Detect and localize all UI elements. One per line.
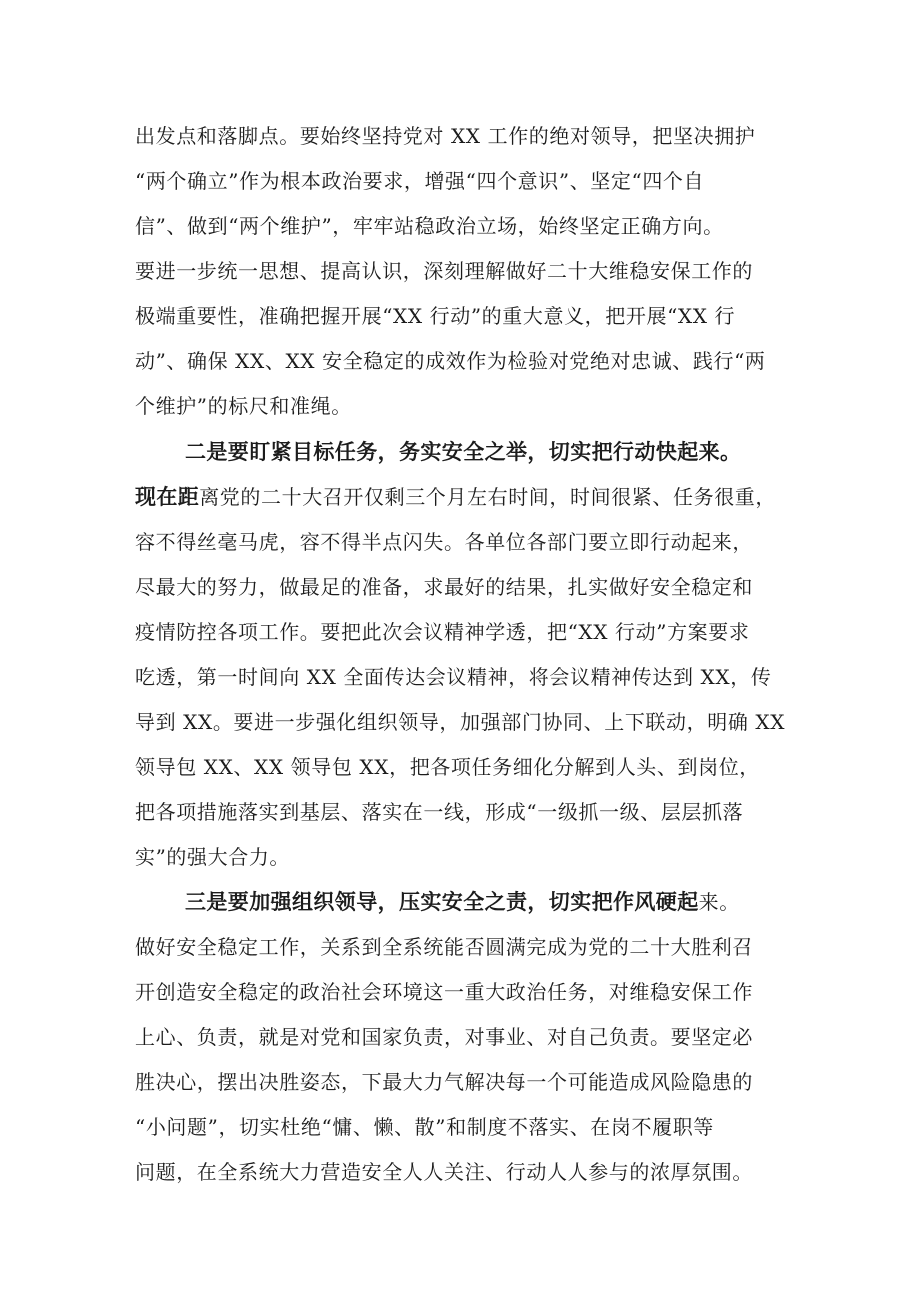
section-heading-2: 二是要盯紧目标任务，务实安全之举，切实把行动快起来。	[185, 440, 742, 464]
section-heading-3-tail: 来。	[698, 890, 740, 914]
paragraph-line: 导到 XX。要进一步强化组织领导，加强部门协同、上下联动，明确 XX	[135, 710, 786, 734]
paragraph-line: 胜决心，摆出决胜姿态，下最大力气解决每一个可能造成风险隐患的	[135, 1070, 753, 1094]
paragraph-line: 容不得丝毫马虎，容不得半点闪失。各单位各部门要立即行动起来，	[135, 530, 753, 554]
paragraph-line: 动”、确保 XX、XX 安全稳定的成效作为检验对党绝对忠诚、践行“两	[135, 349, 766, 373]
paragraph-line: 个维护”的标尺和准绳。	[135, 394, 352, 418]
paragraph-line: 领导包 XX、XX 领导包 XX，把各项任务细化分解到人头、到岗位，	[135, 755, 760, 779]
paragraph-line: “两个确立”作为根本政治要求，增强“四个意识”、坚定“四个自	[135, 169, 705, 193]
paragraph-line: 要进一步统一思想、提高认识，深刻理解做好二十大维稳安保工作的	[135, 259, 753, 283]
paragraph-line: 吃透，第一时间向 XX 全面传达会议精神，将会议精神传达到 XX，传	[135, 665, 772, 689]
paragraph-line: 尽最大的努力，做最足的准备，求最好的结果，扎实做好安全稳定和	[135, 575, 753, 599]
paragraph-line: 问题，在全系统大力营造安全人人关注、行动人人参与的浓厚氛围。	[135, 1160, 753, 1184]
paragraph-line: 实”的强大合力。	[135, 845, 291, 869]
bold-lead-in: 现在距	[135, 485, 200, 509]
paragraph-line: 上心、负责，就是对党和国家负责，对事业、对自己负责。要坚定必	[135, 1025, 753, 1049]
paragraph-line: 做好安全稳定工作，关系到全系统能否圆满完成为党的二十大胜利召	[135, 935, 753, 959]
paragraph-line: 信”、做到“两个维护”，牢牢站稳政治立场，始终坚定正确方向。	[135, 214, 724, 238]
paragraph-line-rest: 离党的二十大召开仅剩三个月左右时间，时间很紧、任务很重，	[199, 485, 777, 509]
paragraph-line: 开创造安全稳定的政治社会环境这一重大政治任务，对维稳安保工作	[135, 980, 753, 1004]
paragraph-line: 疫情防控各项工作。要把此次会议精神学透，把“XX 行动”方案要求	[135, 620, 750, 644]
paragraph-line: 出发点和落脚点。要始终坚持党对 XX 工作的绝对领导，把坚决拥护	[135, 124, 756, 148]
paragraph-line: “小问题”，切实杜绝“慵、懒、散”和制度不落实、在岗不履职等	[135, 1115, 714, 1139]
section-heading-3-bold: 三是要加强组织领导，压实安全之责，切实把作风硬起	[185, 890, 699, 914]
paragraph-line: 把各项措施落实到基层、落实在一线，形成“一级抓一级、层层抓落	[135, 800, 744, 824]
paragraph-line	[135, 483, 776, 511]
paragraph-line: 极端重要性，准确把握开展“XX 行动”的重大意义，把开展“XX 行	[135, 304, 736, 328]
section-heading-3	[185, 888, 740, 916]
